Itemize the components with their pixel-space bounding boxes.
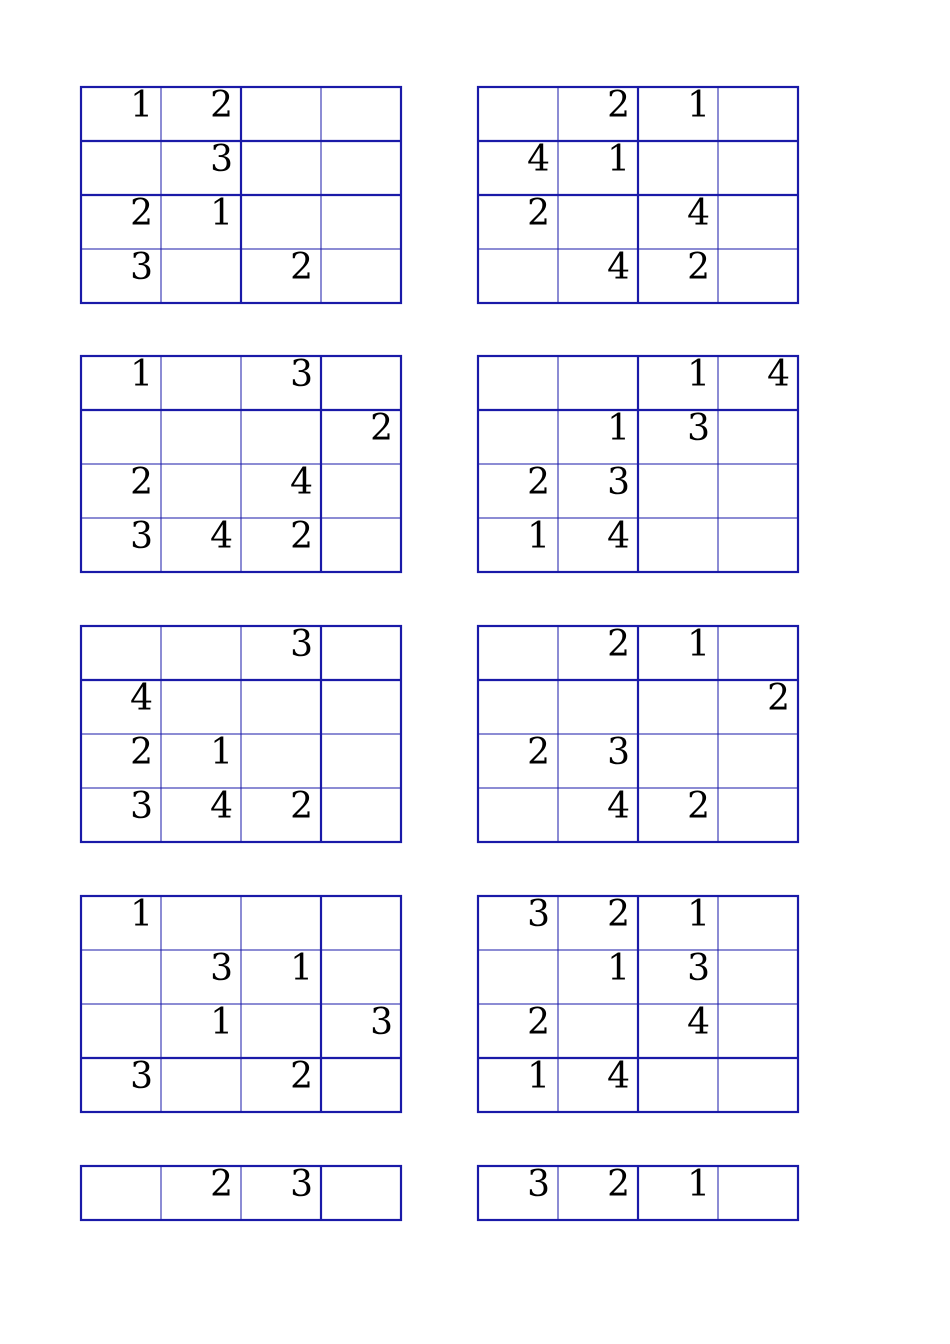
cell-digit: 2	[607, 624, 630, 665]
cell-digit: 4	[607, 247, 630, 288]
cell-digit: 1	[687, 624, 710, 665]
grid-cell[interactable]	[241, 410, 321, 464]
grid-cell[interactable]	[321, 626, 401, 680]
cell-digit: 3	[210, 139, 233, 180]
cell-digit: 2	[527, 732, 550, 773]
cell-digit: 3	[130, 247, 153, 288]
grid-cell[interactable]	[161, 896, 241, 950]
grid-cell[interactable]	[241, 1004, 321, 1058]
cell-digit: 3	[527, 894, 550, 935]
cell-digit: 4	[607, 1056, 630, 1097]
grid-cell[interactable]	[241, 896, 321, 950]
grid-cell[interactable]	[241, 141, 321, 195]
cell-digit: 3	[130, 786, 153, 827]
cell-digit: 2	[527, 462, 550, 503]
cell-digit: 4	[767, 354, 790, 395]
cell-digit: 2	[607, 1164, 630, 1205]
cell-digit: 3	[370, 1002, 393, 1043]
cell-digit: 2	[130, 732, 153, 773]
cell-digit: 2	[527, 1002, 550, 1043]
grid-cell[interactable]	[558, 195, 638, 249]
grid-cell[interactable]	[321, 195, 401, 249]
grid-cell[interactable]	[81, 410, 161, 464]
grid-cell[interactable]	[718, 518, 798, 572]
grid-cell[interactable]	[718, 141, 798, 195]
cell-digit: 1	[210, 193, 233, 234]
grid-cell[interactable]	[478, 626, 558, 680]
cell-digit: 1	[687, 85, 710, 126]
grid-cell[interactable]	[81, 1166, 161, 1220]
grid-cell[interactable]	[81, 1004, 161, 1058]
grid-cell[interactable]	[638, 1058, 718, 1112]
grid-cell[interactable]	[161, 680, 241, 734]
grid-cell[interactable]	[241, 680, 321, 734]
cell-digit: 1	[607, 948, 630, 989]
cell-digit: 1	[687, 894, 710, 935]
grid-cell[interactable]	[321, 1166, 401, 1220]
cell-digit: 4	[687, 1002, 710, 1043]
grid-cell[interactable]	[241, 87, 321, 141]
puzzle-grid	[81, 624, 401, 842]
cell-digit: 3	[290, 1164, 313, 1205]
grid-cell[interactable]	[718, 788, 798, 842]
grid-cell[interactable]	[478, 410, 558, 464]
cell-digit: 4	[290, 462, 313, 503]
puzzle-grid	[81, 354, 401, 572]
cell-digit: 4	[607, 516, 630, 557]
grid-cell[interactable]	[81, 626, 161, 680]
cell-digit: 1	[607, 408, 630, 449]
grid-cell[interactable]	[478, 680, 558, 734]
grid-cell[interactable]	[718, 734, 798, 788]
grid-cell[interactable]	[161, 410, 241, 464]
grid-cell[interactable]	[478, 249, 558, 303]
grid-cell[interactable]	[718, 249, 798, 303]
cell-digit: 3	[290, 624, 313, 665]
grid-cell[interactable]	[718, 1166, 798, 1220]
cell-digit: 3	[210, 948, 233, 989]
grid-cell[interactable]	[81, 141, 161, 195]
grid-cell[interactable]	[718, 464, 798, 518]
cell-digit: 4	[687, 193, 710, 234]
cell-digit: 1	[687, 354, 710, 395]
grid-cell[interactable]	[718, 87, 798, 141]
cell-digit: 2	[290, 1056, 313, 1097]
grid-cell[interactable]	[321, 464, 401, 518]
grid-cell[interactable]	[718, 626, 798, 680]
cell-digit: 1	[210, 1002, 233, 1043]
cell-digit: 2	[767, 678, 790, 719]
grid-cell[interactable]	[241, 195, 321, 249]
cell-digit: 2	[527, 193, 550, 234]
puzzle-grid	[81, 1164, 401, 1220]
grid-cell[interactable]	[161, 249, 241, 303]
cell-digit: 4	[607, 786, 630, 827]
grid-cell[interactable]	[321, 734, 401, 788]
cell-digit: 4	[210, 786, 233, 827]
grid-cell[interactable]	[478, 788, 558, 842]
grid-cell[interactable]	[161, 1058, 241, 1112]
puzzle-grid	[478, 894, 798, 1112]
puzzle-grid	[81, 894, 401, 1112]
grid-cell[interactable]	[321, 87, 401, 141]
grid-cell[interactable]	[321, 249, 401, 303]
cell-digit: 2	[607, 894, 630, 935]
grid-cell[interactable]	[478, 87, 558, 141]
cell-digit: 1	[527, 516, 550, 557]
grid-cell[interactable]	[478, 950, 558, 1004]
grid-cell[interactable]	[321, 518, 401, 572]
grid-cell[interactable]	[638, 518, 718, 572]
grid-cell[interactable]	[321, 680, 401, 734]
cell-digit: 2	[370, 408, 393, 449]
grid-cell[interactable]	[558, 680, 638, 734]
grid-cell[interactable]	[718, 195, 798, 249]
grid-cell[interactable]	[241, 734, 321, 788]
puzzle-grid	[81, 85, 401, 303]
puzzle-grid	[478, 85, 798, 303]
grid-cell[interactable]	[321, 896, 401, 950]
grid-cell[interactable]	[321, 788, 401, 842]
grid-cell[interactable]	[638, 464, 718, 518]
cell-digit: 3	[130, 1056, 153, 1097]
puzzle-grid	[478, 354, 798, 572]
cell-digit: 1	[130, 354, 153, 395]
grid-cell[interactable]	[558, 356, 638, 410]
cell-digit: 2	[210, 1164, 233, 1205]
grid-cell[interactable]	[558, 1004, 638, 1058]
cell-digit: 3	[607, 462, 630, 503]
cell-digit: 3	[130, 516, 153, 557]
cell-digit: 3	[687, 408, 710, 449]
grid-cell[interactable]	[161, 464, 241, 518]
cell-digit: 1	[130, 894, 153, 935]
cell-digit: 1	[290, 948, 313, 989]
cell-digit: 1	[687, 1164, 710, 1205]
cell-digit: 2	[210, 85, 233, 126]
cell-digit: 2	[130, 462, 153, 503]
grid-cell[interactable]	[718, 950, 798, 1004]
grid-cell[interactable]	[718, 1004, 798, 1058]
grid-cell[interactable]	[161, 356, 241, 410]
cell-digit: 4	[210, 516, 233, 557]
grid-cell[interactable]	[638, 680, 718, 734]
cell-digit: 1	[527, 1056, 550, 1097]
grid-cell[interactable]	[321, 1058, 401, 1112]
grid-cell[interactable]	[81, 950, 161, 1004]
cell-digit: 2	[130, 193, 153, 234]
cell-digit: 1	[607, 139, 630, 180]
cell-digit: 3	[687, 948, 710, 989]
cell-digit: 2	[607, 85, 630, 126]
puzzle-grid	[478, 1164, 798, 1220]
grid-cell[interactable]	[718, 896, 798, 950]
cell-digit: 3	[290, 354, 313, 395]
cell-digit: 1	[210, 732, 233, 773]
cell-digit: 2	[687, 247, 710, 288]
cell-digit: 2	[290, 516, 313, 557]
cell-digit: 2	[687, 786, 710, 827]
grid-cell[interactable]	[321, 141, 401, 195]
grid-cell[interactable]	[321, 950, 401, 1004]
grid-cell[interactable]	[718, 1058, 798, 1112]
grid-cell[interactable]	[638, 734, 718, 788]
cell-digit: 4	[527, 139, 550, 180]
cell-digit: 2	[290, 786, 313, 827]
grid-cell[interactable]	[161, 626, 241, 680]
cell-digit: 3	[607, 732, 630, 773]
grid-cell[interactable]	[478, 356, 558, 410]
cell-digit: 3	[527, 1164, 550, 1205]
puzzle-grid	[478, 624, 798, 842]
cell-digit: 2	[290, 247, 313, 288]
cell-digit: 4	[130, 678, 153, 719]
cell-digit: 1	[130, 85, 153, 126]
grid-cell[interactable]	[718, 410, 798, 464]
grid-cell[interactable]	[321, 356, 401, 410]
grid-cell[interactable]	[638, 141, 718, 195]
